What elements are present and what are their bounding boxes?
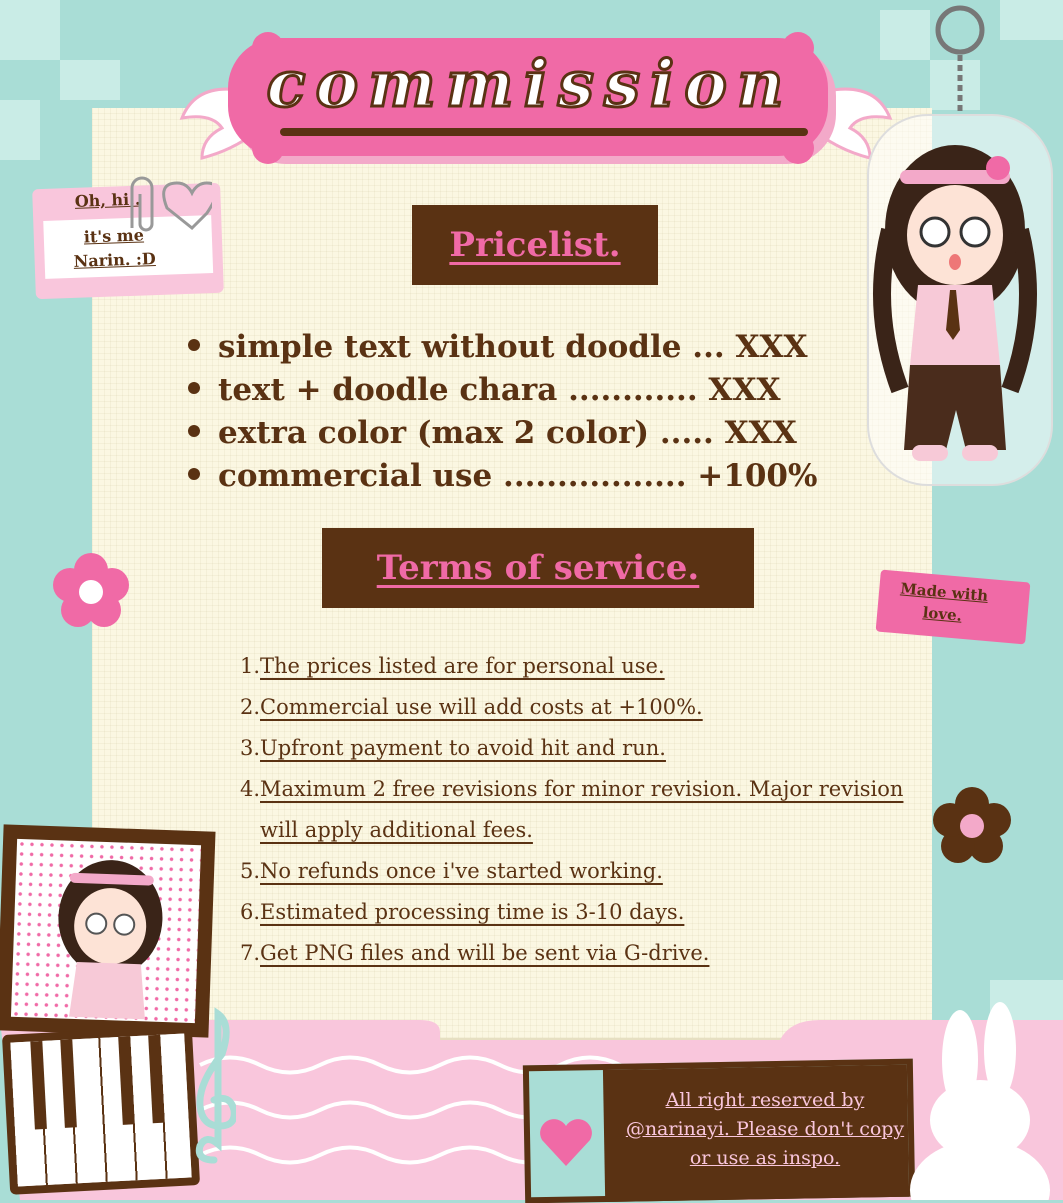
- terms-item: 2. Commercial use will add costs at +100%.: [239, 695, 703, 719]
- bunny-icon: [900, 1000, 1063, 1200]
- love-note-line2: love.: [922, 603, 963, 625]
- terms-item: 1. The prices listed are for personal use.: [239, 654, 665, 678]
- pricelist-heading-box: [412, 205, 658, 285]
- greeting-line3: Narin. :D: [73, 249, 156, 271]
- love-note: [876, 570, 1031, 645]
- terms-item: 7. Get PNG files and will be sent via G-drive.: [239, 941, 710, 965]
- keychain-icon: [850, 0, 1063, 490]
- treble-clef-icon: [186, 1000, 236, 1170]
- bg-pixel: [0, 100, 40, 160]
- terms-heading: Terms of service.: [376, 548, 700, 588]
- greeting-line1: Oh, hi..: [74, 189, 141, 211]
- footer-note: All right reserved by @narinayi. Please don't copy or use as inspo.: [625, 1089, 905, 1169]
- terms-item: 3. Upfront payment to avoid hit and run.: [239, 736, 666, 760]
- flower-icon: [932, 786, 1012, 866]
- paperclip-icon: [112, 168, 212, 238]
- header-title-wrap: [250, 44, 810, 124]
- piano-keys-icon: [2, 1025, 200, 1195]
- flower-icon: [52, 552, 130, 630]
- terms-item: 5. No refunds once i've started working.: [239, 859, 663, 883]
- greeting-line2: it's me: [83, 225, 145, 247]
- bg-pixel: [60, 60, 120, 100]
- page-title: commission: [266, 46, 794, 122]
- price-item: text + doodle chara ............ XXX: [188, 369, 817, 412]
- character-illustration: [37, 846, 183, 1021]
- pricelist-heading: Pricelist.: [449, 225, 621, 265]
- terms-item: 6. Estimated processing time is 3-10 days.: [239, 900, 685, 924]
- terms-item: 4. Maximum 2 free revisions for minor revision. Major revision will apply additional fees.: [239, 777, 904, 842]
- price-item: extra color (max 2 color) ..... XXX: [188, 412, 817, 455]
- price-item: simple text without doodle ... XXX: [188, 326, 817, 369]
- love-note-line1: Made with: [899, 579, 989, 605]
- terms-heading-box: [322, 528, 754, 608]
- price-item: commercial use ................. +100%: [188, 455, 817, 498]
- price-list: [188, 326, 817, 498]
- terms-list: [222, 646, 922, 974]
- heart-icon: [536, 1114, 596, 1170]
- bg-pixel: [0, 0, 60, 60]
- stamp: [0, 824, 216, 1037]
